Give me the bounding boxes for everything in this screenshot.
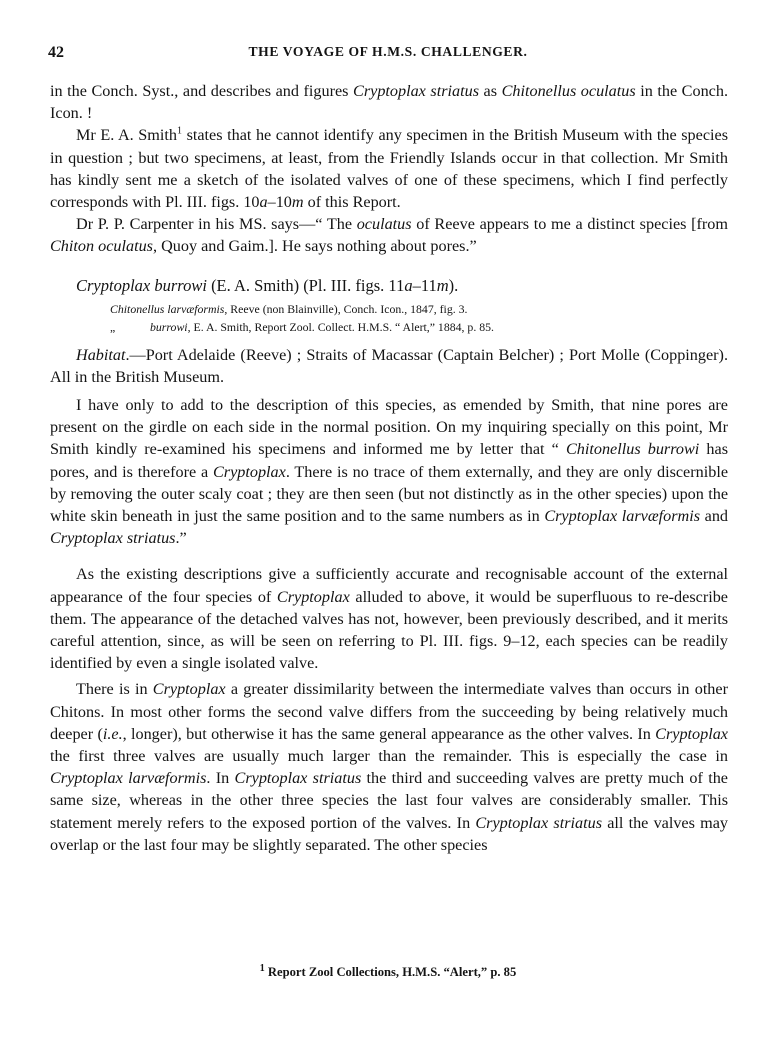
species-heading: Cryptoplax burrowi (E. A. Smith) (Pl. III. figs. 11a–11m). bbox=[76, 275, 459, 295]
synonym-line: Chitonellus larvæformis, Reeve (non Blainville), Conch. Icon., 1847, fig. 3. bbox=[110, 301, 468, 316]
paragraph-dissimilarity: There is in Cryptoplax a greater dissimilarity between the intermediate valves than occurs in other Chitons. In most other forms the second valve differs from the succeeding by being relatively much deeper (i.e., longer), but otherwise it has the same general appearance as the other valves. In Cryptoplax the first three valves are usually much larger than the remainder. This is especially the case in Cryptoplax larvæformis. In Cryptoplax striatus the third and succeeding valves are pretty much of the same size, whereas in the other three species the last four valves are considerably smaller. This statement merely refers to the exposed portion of the valves. In Cryptoplax striatus all the valves may overlap or the last four may be slightly separated. The other species bbox=[50, 680, 728, 854]
page-header bbox=[48, 44, 728, 66]
paragraph-existing-descriptions: As the existing descriptions give a sufficiently accurate and recognisable account of the external appearance of the four species of Cryptoplax alluded to above, it would be superfluous to re-describe them. The appearance of the detached valves has not, however, been previously described, and it merits careful attention, since, as will be seen on referring to Pl. III. figs. 9–12, each species can be readily identified by even a single isolated valve. bbox=[50, 565, 728, 673]
footnote-marker: 1 bbox=[176, 126, 182, 138]
synonym-line: „ burrowi, E. A. Smith, Report Zool. Collect. H.M.S. “ Alert,” 1884, p. 85. bbox=[110, 319, 494, 334]
paragraph-habitat: Habitat.—Port Adelaide (Reeve) ; Straits of Macassar (Captain Belcher) ; Port Molle (Coppinger). All in the British Museum. bbox=[50, 345, 728, 386]
paragraph-pores: I have only to add to the description of this species, as emended by Smith, that nine pores are present on the girdle on each side in the normal position. On my inquiring specially on this point, Mr Smith kindly re-examined his specimens and informed me by letter that “ Chitonellus burrowi has pores, and is therefore a Cryptoplax. There is no trace of them externally, and they are only discernible by removing the outer scaly coat ; they are then seen (but not distinctly as in the other species) upon the white skin beneath in just the same position and to the same numbers as in Cryptoplax larvæformis and Cryptoplax striatus.” bbox=[50, 396, 729, 548]
paragraph-conch-icon: in the Conch. Syst., and describes and figures Cryptoplax striatus as Chitonellus oculatus in the Conch. Icon. ! bbox=[50, 82, 728, 123]
page-number: 42 bbox=[48, 44, 64, 61]
paragraph-smith-statement: Mr E. A. Smith$^1$ states that he cannot identify any specimen in the British Museum with the species in question ; but two specimens, at least, from the Friendly Islands occur in that collection. Mr Smith has kindly sent me a sketch of the isolated valves of one of these specimens, which I find perfectly corresponds with Pl. III. figs. 10a–10m of this Report. bbox=[50, 126, 728, 212]
page-body bbox=[50, 80, 728, 856]
running-title: THE VOYAGE OF H.M.S. CHALLENGER. bbox=[248, 44, 528, 59]
paragraph-carpenter: Dr P. P. Carpenter in his MS. says—“ The oculatus of Reeve appears to me a distinct species [from Chiton oculatus, Quoy and Gaim.]. He says nothing about pores.” bbox=[50, 215, 728, 256]
footnote: $^1$ Report Zool Collections, H.M.S. “Alert,” p. 85 bbox=[259, 962, 517, 979]
